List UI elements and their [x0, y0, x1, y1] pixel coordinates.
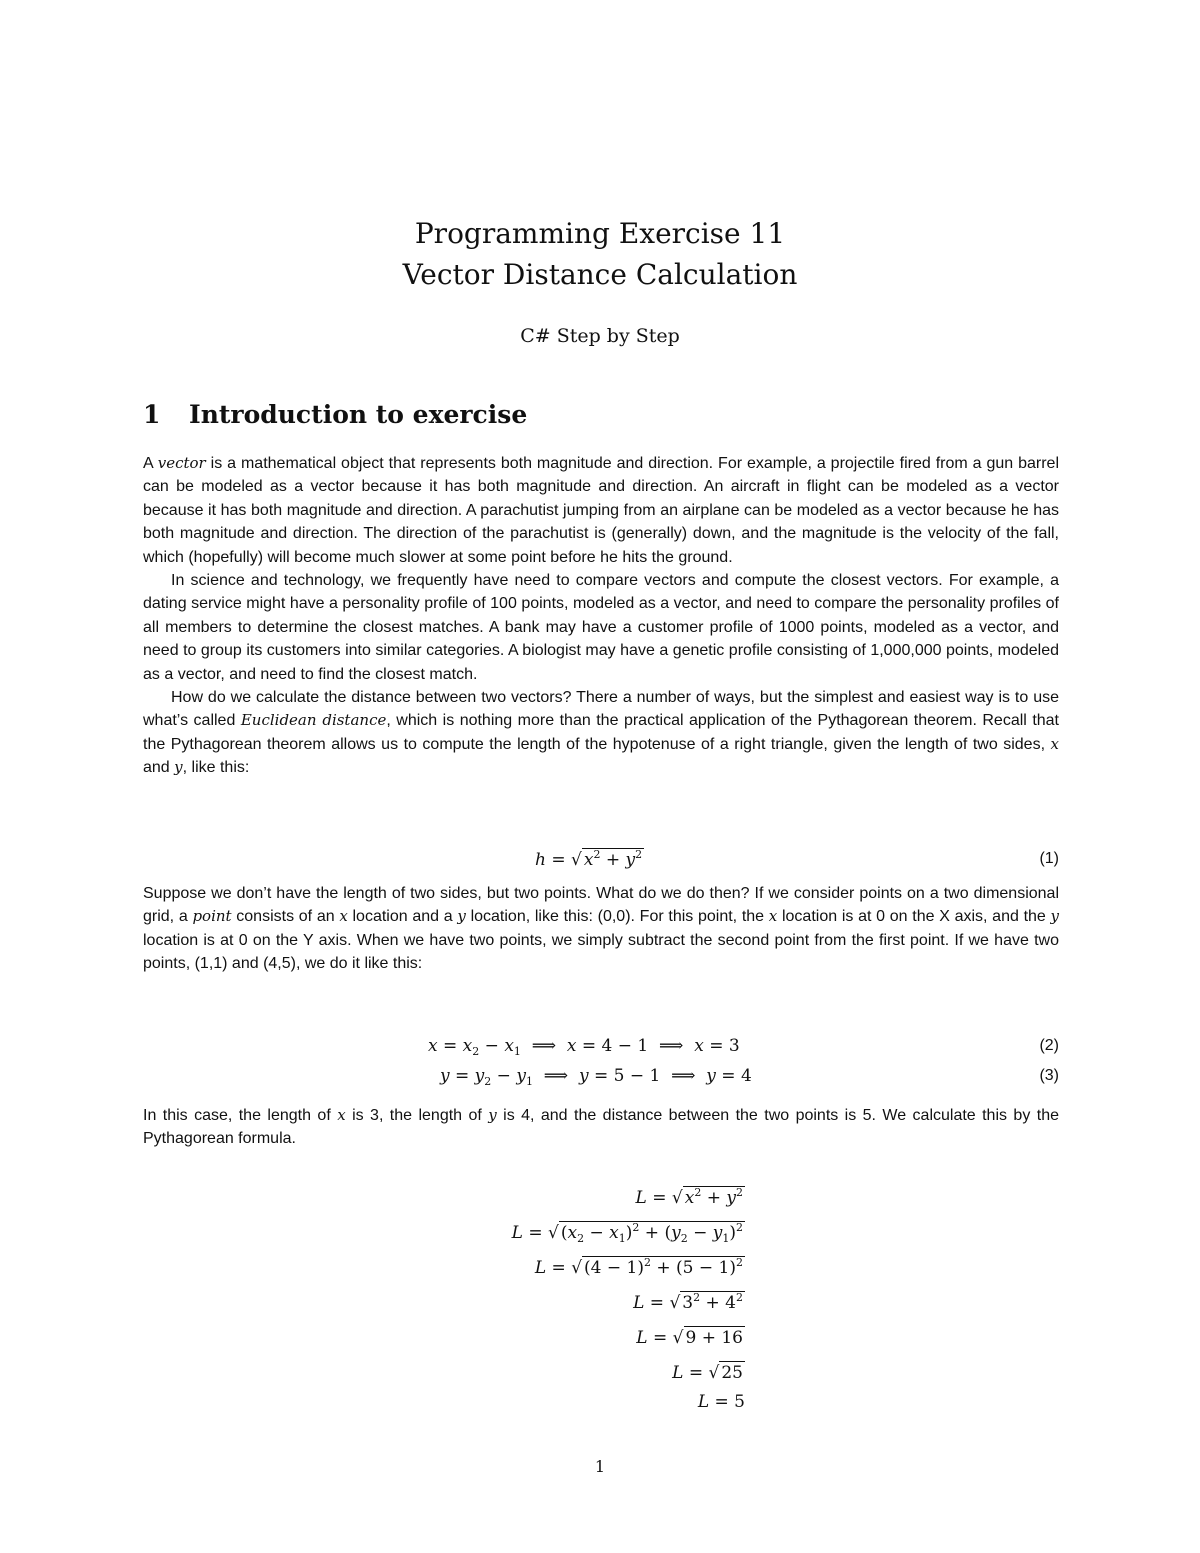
derivation-line-3: L = √ $(4 - 1)^2 + (5 - 1)^2$	[534, 1256, 743, 1278]
paragraph-1: A vector is a mathematical object that represents both magnitude and direction. For example, a projectile fired from a gun barrel can be modeled as a vector because it has both magnitude and direction. An aircraft in flight can be modeled as a vector because it has both magnitude and direction. A parachutist jumping from an airplane can be modeled as a vector because he has both magnitude and direction. The direction of the parachutist is (generally) down, and the magnitude is the velocity of the fall, which (hopefully) will become much slower at some point before he hits the ground.	[143, 454, 1060, 566]
derivation-line-2: L = √ $(x_2 - x_1)^2 + (y_2 - y_1)^2$	[511, 1221, 743, 1245]
derivation-line-6: L = √ 25	[672, 1363, 743, 1383]
section-heading	[143, 400, 527, 429]
text-block-length	[143, 1104, 1059, 1151]
derivation-line-1: L = √ $x^2 + y^2$	[635, 1186, 743, 1208]
paragraph-2: In science and technology, we frequently have need to compare vectors and compute the closest vectors. For example, a dating service might have a personality profile of 100 points, modeled as a vector, and need to compare the personality profiles of all members to determine the closest matches. A bank may have a customer profile of 1000 points, modeled as a vector, and need to group its customers into similar categories. A biologist may have a genetic profile consisting of 1,000,000 points, modeled as a vector, and need to find the closest match.	[143, 572, 1059, 683]
text-block-intro	[143, 452, 1059, 780]
paragraph-5: In this case, the length of x is 3, the length of y is 4, and the distance between the two points is 5. We calculate this by the Pythagorean formula.	[143, 1106, 1059, 1148]
equation-2-number: (2)	[1039, 1037, 1059, 1054]
equation-3-number: (3)	[1039, 1067, 1059, 1084]
subtitle: C# Step by Step	[520, 325, 680, 347]
text-block-points	[143, 882, 1059, 976]
equation-1: h = √ $x^2 + y^2$ (1)	[535, 848, 1059, 870]
title-line-1: Programming Exercise 11	[414, 217, 786, 250]
derivation-line-4: L = √ $3^2 + 4^2$	[633, 1291, 743, 1313]
section-number: 1	[143, 400, 161, 429]
paragraph-4: Suppose we don’t have the length of two sides, but two points. What do we do then? If we consider points on a two dimensional grid, a point consists of an x location and a y location, like this: (0,0). For this point, the x location is at 0 on the X axis, and the y location is at 0 on the Y axis. When we have two points, we simply subtract the second point from the first point. If we have two points, (1,1) and (4,5), we do it like this:	[143, 885, 1060, 973]
equation-1-number: (1)	[1039, 850, 1059, 867]
equation-2: $x = x_2 - x_1$ ⟹ x = 4 − 1 ⟹ x = 3 (2)	[428, 1036, 1059, 1058]
equation-3: $y = y_2 - y_1$ ⟹ y = 5 − 1 ⟹ y = 4 (3)	[440, 1066, 1059, 1088]
derivation-line-5: L = √ 9 + 16	[636, 1328, 743, 1348]
page-number: 1	[594, 1457, 606, 1476]
title-line-2: Vector Distance Calculation	[402, 258, 798, 291]
section-title: Introduction to exercise	[189, 400, 528, 429]
paragraph-3: How do we calculate the distance between two vectors? There a number of ways, but the simplest and easiest way is to use what’s called Euclidean distance, which is nothing more than the practical application of the Pythagorean theorem. Recall that the Pythagorean theorem allows us to compute the length of the hypotenuse of a right triangle, given the length of two sides, x and y, like this:	[143, 689, 1060, 777]
derivation-line-7: L = 5	[697, 1392, 745, 1412]
